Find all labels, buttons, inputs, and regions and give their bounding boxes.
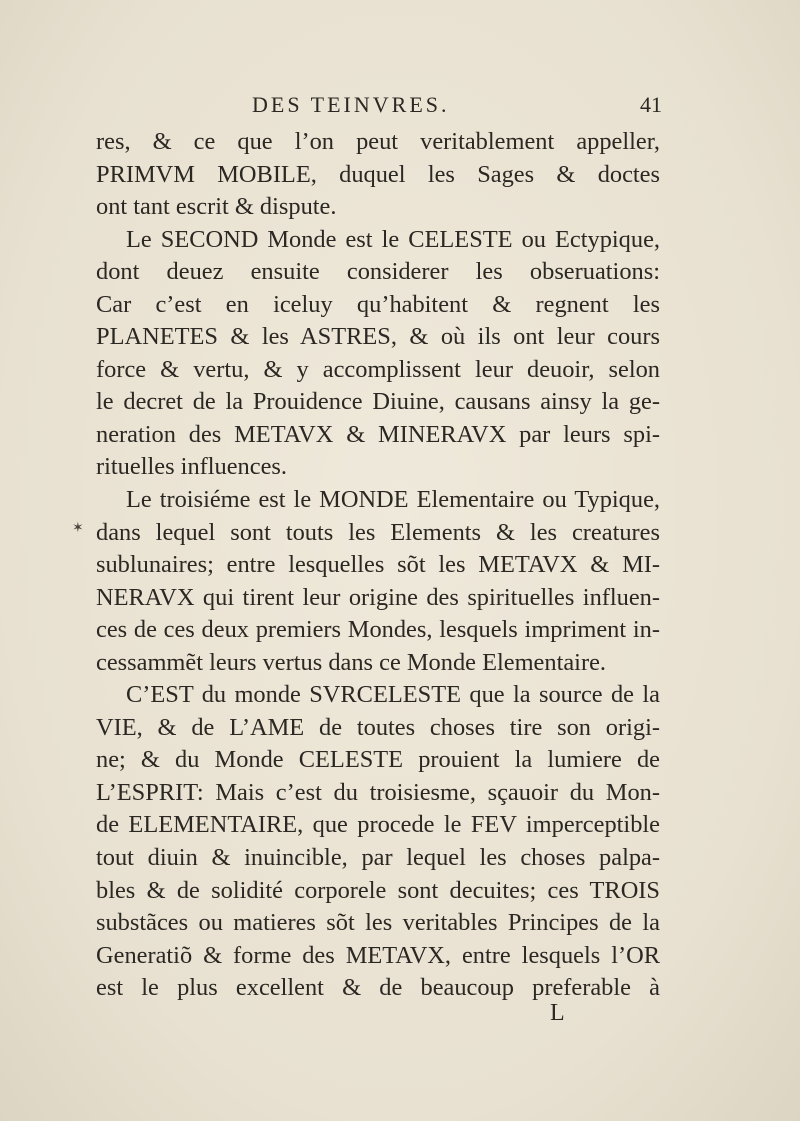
text-line: bles & de solidité corporele sont decuites; ces TROIS	[96, 876, 660, 904]
text-line: force & vertu, & y accomplissent leur deuoir, selon	[96, 355, 660, 383]
running-header	[252, 92, 662, 122]
text-line: L’ESPRIT: Mais c’est du troisiesme, sçauoir du Mon-	[96, 778, 660, 806]
page-number: 41	[640, 92, 662, 117]
text-line: Le SECOND Monde est le CELESTE ou Ectypique,	[126, 225, 660, 253]
text-line: neration des METAVX & MINERAVX par leurs spi-	[96, 420, 660, 448]
text-line: substãces ou matieres sõt les veritables Principes de la	[96, 909, 660, 937]
text-line: res, & ce que l’on peut veritablement appeller,	[96, 128, 660, 155]
text-line: C’EST du monde SVRCELESTE que la source de la	[126, 681, 660, 709]
running-title: DES TEINVRES.	[252, 92, 450, 117]
margin-mark: ✶	[72, 520, 84, 536]
text-line: le decret de la Prouidence Diuine, causans ainsy la ge-	[96, 388, 660, 416]
text-line: Car c’est en iceluy qu’habitent & regnent les	[96, 290, 660, 318]
text-line: NERAVX qui tirent leur origine des spirituelles influen-	[96, 583, 660, 611]
text-line: ces de ces deux premiers Mondes, lesquels impriment in-	[96, 616, 660, 644]
text-line: ne; & du Monde CELESTE prouient la lumiere de	[96, 746, 660, 774]
text-line: PRIMVM MOBILE, duquel les Sages & doctes	[96, 160, 660, 188]
text-line: tout diuin & inuincible, par lequel les choses palpa-	[96, 844, 660, 872]
text-line: est le plus excellent & de beaucoup preferable à	[96, 974, 660, 1002]
text-line: VIE, & de L’AME de toutes choses tire son origi-	[96, 713, 660, 741]
text-line: sublunaires; entre lesquelles sõt les METAVX & MI-	[96, 551, 660, 579]
text-line: cessammẽt leurs vertus dans ce Monde Elementaire.	[96, 648, 606, 676]
text-line: Generatiõ & forme des METAVX, entre lesquels l’OR	[96, 941, 660, 969]
catchword: L	[550, 1000, 565, 1026]
text-line: de ELEMENTAIRE, que procede le FEV imperceptible	[96, 811, 660, 839]
text-line: dont deuez ensuite considerer les obseruations:	[96, 258, 660, 286]
text-line: dans lequel sont touts les Elements & les creatures	[96, 518, 660, 546]
text-line: ont tant escrit & dispute.	[96, 193, 337, 221]
text-line: rituelles influences.	[96, 453, 287, 481]
text-line: Le troisiéme est le MONDE Elementaire ou Typique,	[126, 486, 660, 514]
body-text	[96, 126, 660, 1005]
text-line: PLANETES & les ASTRES, & où ils ont leur cours	[96, 323, 660, 351]
